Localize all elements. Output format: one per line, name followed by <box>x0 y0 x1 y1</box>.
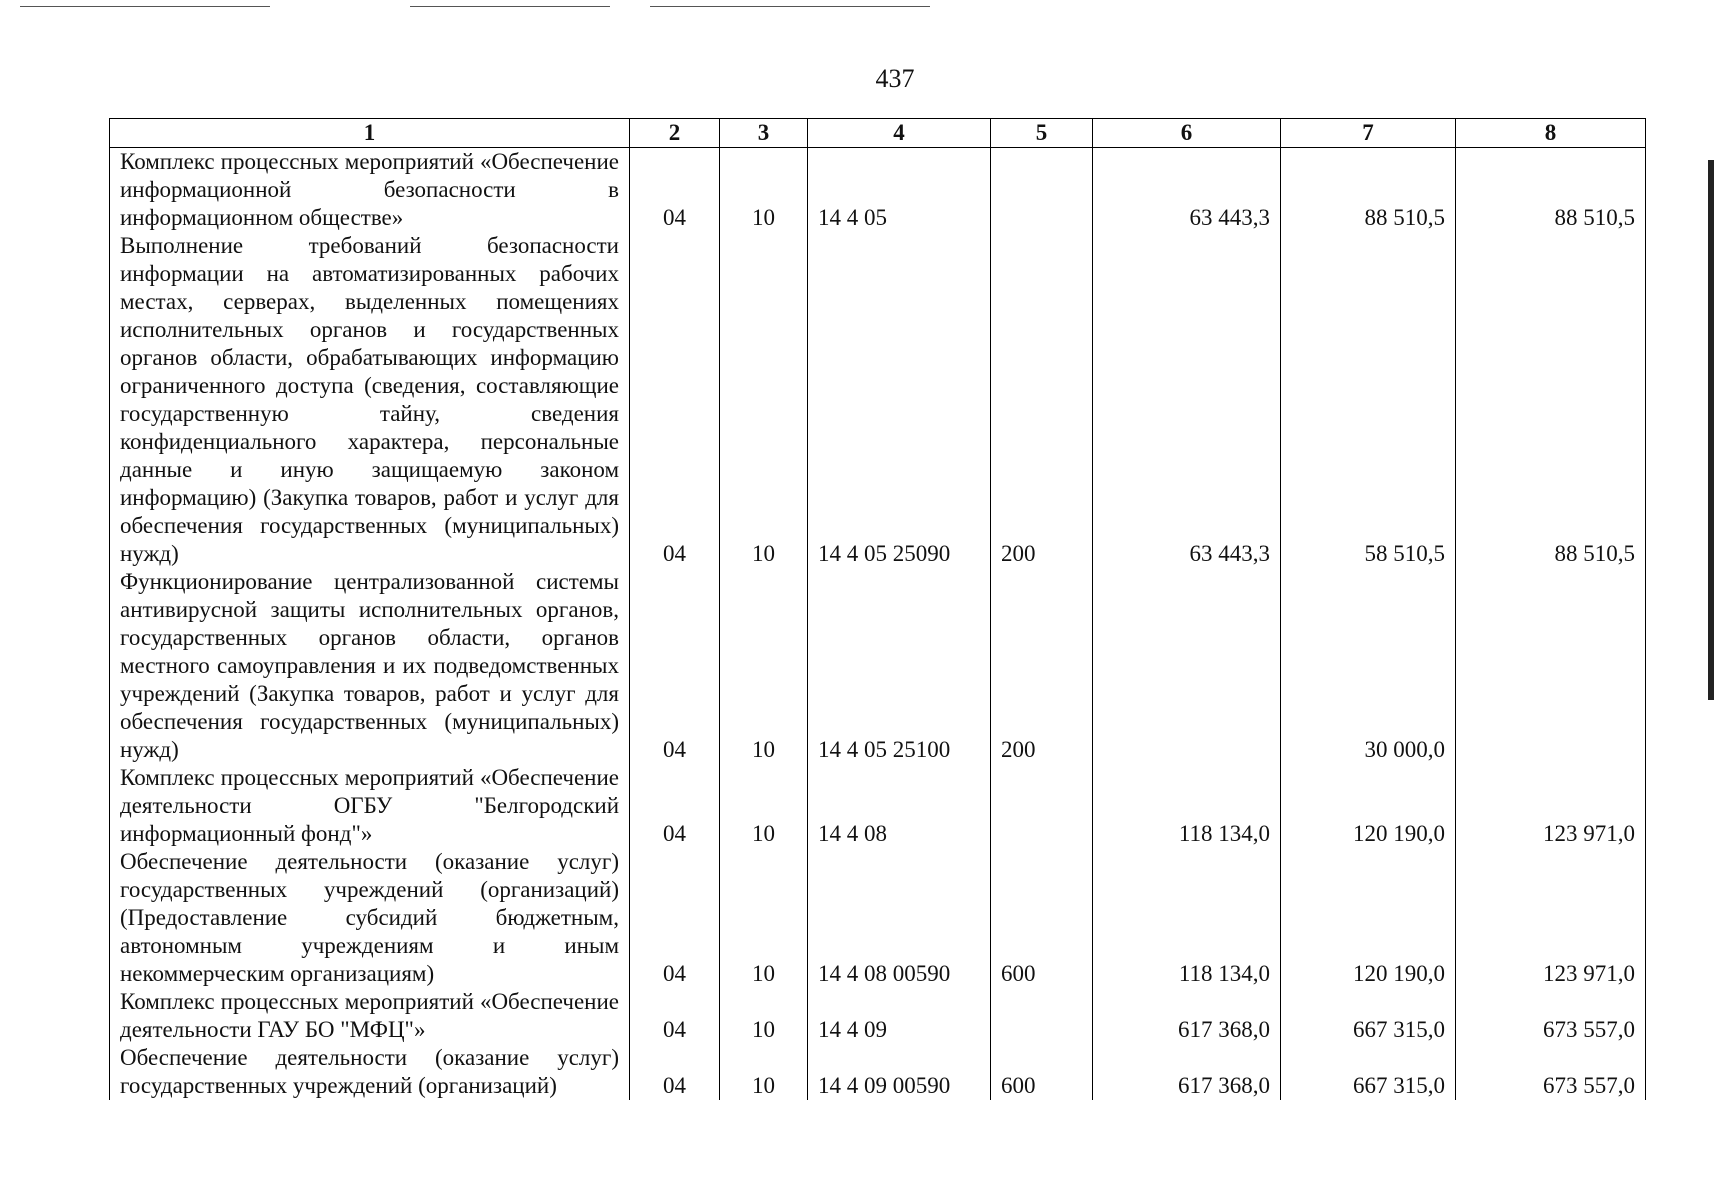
row-subsection: 10 <box>720 568 808 764</box>
row-amount-3: 88 510,5 <box>1456 148 1646 233</box>
table-row <box>110 232 1646 568</box>
column-header: 3 <box>720 119 808 148</box>
row-expense-type: 600 <box>991 1044 1093 1100</box>
row-amount-1 <box>1093 568 1281 764</box>
scan-edge-shadow <box>1708 160 1714 700</box>
column-header: 2 <box>630 119 720 148</box>
scan-artifact-line <box>410 6 610 7</box>
row-subsection: 10 <box>720 1044 808 1100</box>
row-amount-3: 123 971,0 <box>1456 764 1646 848</box>
row-name: Комплекс процессных мероприятий «Обеспечение деятельности ОГБУ "Белгородский информационный фонд"» <box>110 764 630 848</box>
column-header: 8 <box>1456 119 1646 148</box>
column-header: 5 <box>991 119 1093 148</box>
row-subsection: 10 <box>720 848 808 988</box>
row-code: 14 4 09 00590 <box>808 1044 991 1100</box>
page-number: 437 <box>875 64 915 93</box>
row-amount-1: 617 368,0 <box>1093 988 1281 1044</box>
scan-artifact-line <box>20 6 270 7</box>
budget-table <box>109 118 1646 1100</box>
row-name: Комплекс процессных мероприятий «Обеспечение информационной безопасности в информационном обществе» <box>110 148 630 233</box>
row-amount-3: 123 971,0 <box>1456 848 1646 988</box>
row-amount-1: 617 368,0 <box>1093 1044 1281 1100</box>
row-amount-3 <box>1456 568 1646 764</box>
row-name: Выполнение требований безопасности информации на автоматизированных рабочих местах, серверах, выделенных помещениях исполнительных органов и государственных органов области, обрабатывающих информацию ограниченного доступа (сведения, составляющие государственную тайну, сведения конфиденциального характера, персональные данные и иную защищаемую законом информацию) (Закупка товаров, работ и услуг для обеспечения государственных (муниципальных) нужд) <box>110 232 630 568</box>
row-amount-2: 88 510,5 <box>1281 148 1456 233</box>
row-section: 04 <box>630 148 720 233</box>
row-code: 14 4 09 <box>808 988 991 1044</box>
column-header: 1 <box>110 119 630 148</box>
row-section: 04 <box>630 232 720 568</box>
row-name: Обеспечение деятельности (оказание услуг) государственных учреждений (организаций) <box>110 1044 630 1100</box>
row-code: 14 4 05 25100 <box>808 568 991 764</box>
row-expense-type: 200 <box>991 232 1093 568</box>
row-amount-2: 120 190,0 <box>1281 764 1456 848</box>
row-name: Функционирование централизованной системы антивирусной защиты исполнительных органов, государственных органов области, органов местного самоуправления и их подведомственных учреждений (Закупка товаров, работ и услуг для обеспечения государственных (муниципальных) нужд) <box>110 568 630 764</box>
row-subsection: 10 <box>720 148 808 233</box>
row-amount-2: 30 000,0 <box>1281 568 1456 764</box>
table-row <box>110 1044 1646 1100</box>
row-amount-2: 58 510,5 <box>1281 232 1456 568</box>
row-amount-1: 63 443,3 <box>1093 148 1281 233</box>
row-subsection: 10 <box>720 232 808 568</box>
row-amount-3: 673 557,0 <box>1456 988 1646 1044</box>
row-code: 14 4 08 00590 <box>808 848 991 988</box>
row-name: Обеспечение деятельности (оказание услуг) государственных учреждений (организаций) (Предоставление субсидий бюджетным, автономным учреждениям и иным некоммерческим организациям) <box>110 848 630 988</box>
row-expense-type: 600 <box>991 848 1093 988</box>
row-amount-2: 667 315,0 <box>1281 988 1456 1044</box>
row-name: Комплекс процессных мероприятий «Обеспечение деятельности ГАУ БО "МФЦ"» <box>110 988 630 1044</box>
row-amount-1: 63 443,3 <box>1093 232 1281 568</box>
row-amount-2: 667 315,0 <box>1281 1044 1456 1100</box>
scan-artifact-line <box>650 6 930 7</box>
row-expense-type <box>991 764 1093 848</box>
column-header: 7 <box>1281 119 1456 148</box>
column-header: 4 <box>808 119 991 148</box>
row-expense-type <box>991 988 1093 1044</box>
row-amount-1: 118 134,0 <box>1093 848 1281 988</box>
row-code: 14 4 05 25090 <box>808 232 991 568</box>
table-row <box>110 148 1646 233</box>
row-amount-3: 88 510,5 <box>1456 232 1646 568</box>
table-row <box>110 764 1646 848</box>
row-amount-1: 118 134,0 <box>1093 764 1281 848</box>
row-code: 14 4 05 <box>808 148 991 233</box>
column-header: 6 <box>1093 119 1281 148</box>
row-section: 04 <box>630 1044 720 1100</box>
row-section: 04 <box>630 848 720 988</box>
row-subsection: 10 <box>720 988 808 1044</box>
row-amount-3: 673 557,0 <box>1456 1044 1646 1100</box>
row-expense-type: 200 <box>991 568 1093 764</box>
row-section: 04 <box>630 764 720 848</box>
table-row <box>110 848 1646 988</box>
row-section: 04 <box>630 988 720 1044</box>
table-header-row <box>110 119 1646 148</box>
row-code: 14 4 08 <box>808 764 991 848</box>
row-amount-2: 120 190,0 <box>1281 848 1456 988</box>
table-row <box>110 568 1646 764</box>
table-row <box>110 988 1646 1044</box>
row-expense-type <box>991 148 1093 233</box>
row-subsection: 10 <box>720 764 808 848</box>
row-section: 04 <box>630 568 720 764</box>
